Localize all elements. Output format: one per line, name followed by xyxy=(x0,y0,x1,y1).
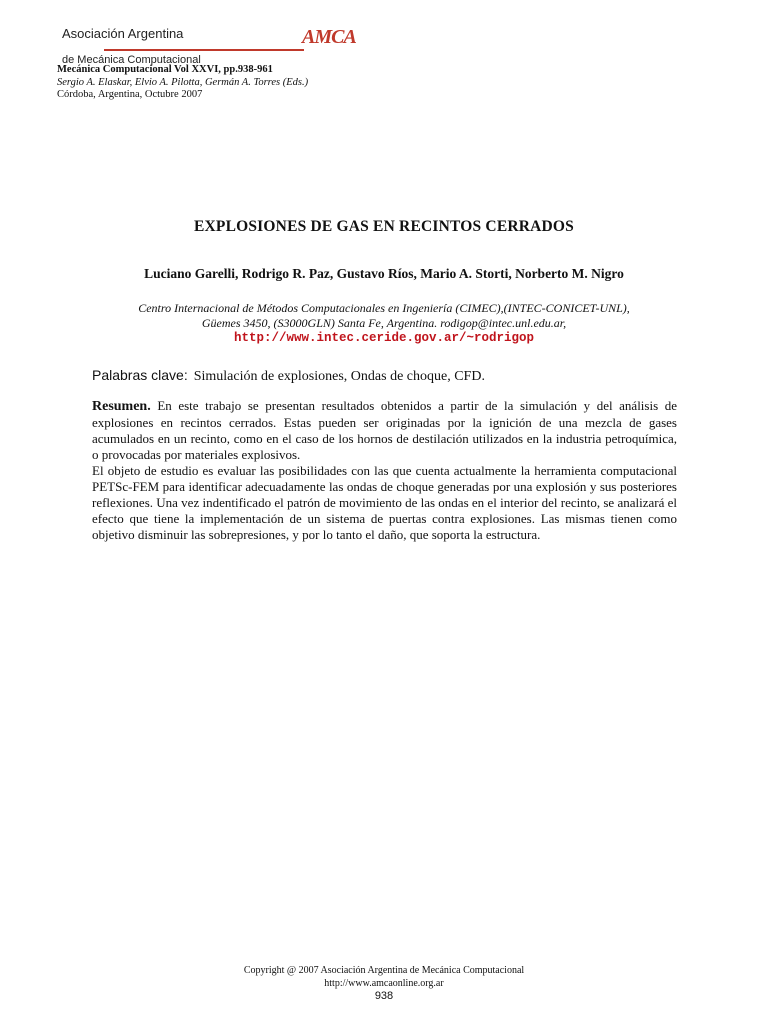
paper-authors: Luciano Garelli, Rodrigo R. Paz, Gustavo Ríos, Mario A. Storti, Norberto M. Nigro xyxy=(144,266,624,281)
journal-info xyxy=(57,64,308,102)
abstract-label: Resumen. xyxy=(92,399,151,414)
abstract xyxy=(92,398,677,543)
page-footer xyxy=(0,964,768,990)
abstract-paragraph-2: El objeto de estudio es evaluar las posibilidades con las que cuenta actualmente la herramienta computacional PETSc-FEM para identificar adecuadamente las ondas de choque generadas por una explosión y sus posteriores reflexiones. Una vez indentificado el patrón de movimiento de las ondas en el interior del recinto, se analizará el efecto que tiene la implementación de un sistema de puertas contra explosiones. Las mismas tienen como objetivo disminuir las sobrepresiones, y por lo tanto el daño, que soporta la estructura. xyxy=(92,463,677,542)
amca-logo-mark xyxy=(302,26,362,70)
keywords-label: Palabras clave: xyxy=(92,367,188,383)
page-number: 938 xyxy=(374,990,394,1002)
paper-title: EXPLOSIONES DE GAS EN RECINTOS CERRADOS xyxy=(193,218,575,235)
logo-mark-text: AMCA xyxy=(302,26,356,48)
logo-divider xyxy=(104,49,304,51)
website-link[interactable]: http://www.amcaonline.org.ar xyxy=(324,978,444,989)
affiliation xyxy=(0,301,768,346)
abstract-paragraph-1 xyxy=(92,398,677,463)
org-name-line1: Asociación Argentina xyxy=(62,26,184,41)
keywords xyxy=(92,367,485,385)
abstract-paragraph-1-text: En este trabajo se presentan resultados obtenidos a partir de la simulación y del análisis de explosiones en recintos cerrados. Estas pueden ser originadas por la ignición de una mezcla de gases acumulados en un recinto, como en el caso de los hornos de destilación utilizados en la industria petroquímica, o provocadas por materiales explosivos. xyxy=(92,398,678,462)
keywords-text: Simulación de explosiones, Ondas de choque, CFD. xyxy=(193,369,485,384)
org-name-line2: de Mecánica Computacional xyxy=(62,54,201,66)
amca-logo xyxy=(52,12,356,66)
editors-line: Sergio A. Elaskar, Elvio A. Pilotta, Germán A. Torres (Eds.) xyxy=(57,76,309,88)
author-url-link[interactable]: http://www.intec.ceride.gov.ar/~rodrigop xyxy=(233,331,535,345)
place-date-line: Córdoba, Argentina, Octubre 2007 xyxy=(57,89,203,100)
affiliation-line1: Centro Internacional de Métodos Computacionales en Ingeniería (CIMEC),(INTEC-CONICET-UNL), xyxy=(138,301,630,315)
journal-line: Mecánica Computacional Vol XXVI, pp.938-961 xyxy=(57,64,273,75)
affiliation-line2: Güemes 3450, (S3000GLN) Santa Fe, Argentina. rodigop@intec.unl.edu.ar, xyxy=(201,316,567,330)
copyright-line: Copyright @ 2007 Asociación Argentina de Mecánica Computacional xyxy=(243,965,525,976)
